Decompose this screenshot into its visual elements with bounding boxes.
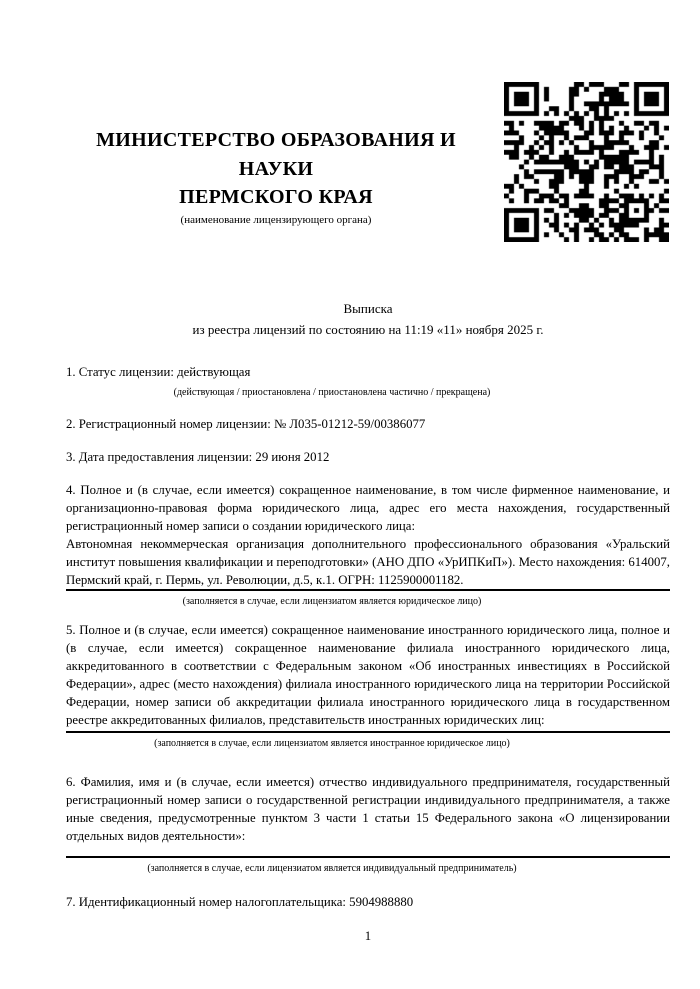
item-taxpayer-id-text: 7. Идентификационный номер налогоплательщика: 5904988880	[66, 895, 414, 909]
ministry-name-line1: МИНИСТЕРСТВО ОБРАЗОВАНИЯ И НАУКИ	[96, 129, 456, 180]
item-foreign-entity-caption: (заполняется в случае, если лицензиатом является иностранное юридическое лицо)	[154, 738, 510, 750]
item-license-status	[66, 364, 670, 399]
item-individual-entrepreneur	[66, 774, 670, 875]
item-legal-entity-value: Автономная некоммерческая организация дополнительного профессионального образования «Уральский институт повышения квалификации и переподготовки» (АНО ДПО «УрИПКиП»). Место нахождения: 614007, Пермский край, г. Пермь, ул. Революции, д.5, к.1. ОГРН: 1125900001182.	[66, 536, 670, 587]
item-individual-entrepreneur-caption: (заполняется в случае, если лицензиатом является индивидуальный предприниматель)	[147, 862, 517, 874]
ministry-name	[66, 126, 486, 212]
item-registration-number-text: 2. Регистрационный номер лицензии: № Л035-01212-59/00386077	[66, 417, 426, 431]
qr-code	[504, 82, 669, 242]
fill-in-line	[66, 731, 670, 733]
document-title-line1: Выписка	[343, 301, 393, 316]
item-license-status-text: 1. Статус лицензии: действующая	[66, 365, 251, 379]
item-license-date	[66, 449, 670, 467]
ministry-name-caption: (наименование лицензирующего органа)	[180, 213, 372, 226]
item-registration-number	[66, 416, 670, 434]
ministry-name-line2: ПЕРМСКОГО КРАЯ	[179, 186, 373, 208]
fill-in-line	[66, 589, 670, 591]
document-title-line2: из реестра лицензий по состоянию на 11:19 «11» ноября 2025 г.	[192, 322, 544, 337]
item-license-date-text: 3. Дата предоставления лицензии: 29 июня 2012	[66, 450, 330, 464]
item-legal-entity	[66, 482, 670, 608]
page-number: 1	[364, 929, 372, 943]
document-title	[66, 298, 670, 340]
item-legal-entity-label: 4. Полное и (в случае, если имеется) сокращенное наименование, в том числе фирменное наименование, и организационно-правовая форма юридического лица, адрес его места нахождения, государственный регистрационный номер записи о создании юридического лица:	[66, 483, 670, 533]
item-foreign-entity-label: 5. Полное и (в случае, если имеется) сокращенное наименование иностранного юридического лица, полное и (в случае, если имеется) сокращенное наименование филиала иностранного юридического лица, аккредитованного в соответствии с Федеральным законом «Об иностранных инвестициях в Российской Федерации», адрес (место нахождения) филиала иностранного юридического лица на территории Российской Федерации, номер записи об аккредитации филиала иностранного юридического лица в государственном реестре аккредитованных филиалов, представительств иностранных юридических лиц:	[66, 623, 670, 727]
item-foreign-entity	[66, 622, 670, 750]
item-license-status-caption: (действующая / приостановлена / приостановлена частично / прекращена)	[173, 386, 491, 398]
qr-code-icon	[504, 82, 669, 242]
item-taxpayer-id	[66, 894, 670, 912]
header	[66, 126, 486, 227]
item-legal-entity-caption: (заполняется в случае, если лицензиатом является юридическое лицо)	[182, 596, 482, 608]
fill-in-line	[66, 856, 670, 858]
item-individual-entrepreneur-label: 6. Фамилия, имя и (в случае, если имеется) отчество индивидуального предпринимателя, государственный регистрационный номер записи о государственной регистрации индивидуального предпринимателя, а также иные сведения, предусмотренные пунктом 3 части 1 статьи 15 Федерального закона «О лицензировании отдельных видов деятельности»:	[66, 775, 670, 843]
